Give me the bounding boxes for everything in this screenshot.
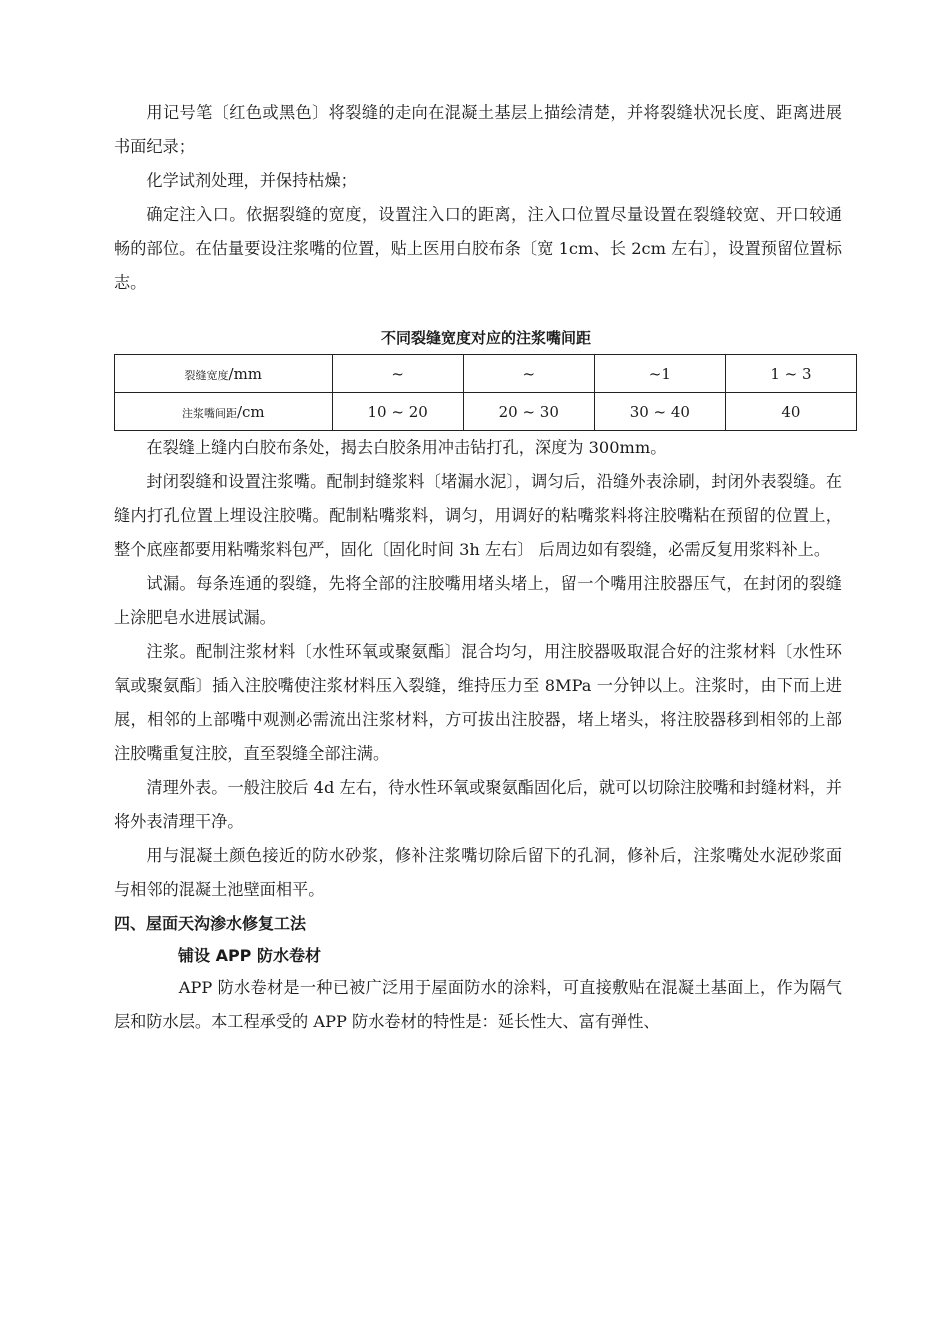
table-cell: 10 ~ 20 xyxy=(332,393,463,431)
paragraph-drilling: 在裂缝上缝内白胶布条处，揭去白胶条用冲击钻打孔，深度为 300mm。 xyxy=(146,438,667,457)
intro-section xyxy=(114,96,842,300)
row-header-nozzle-spacing: 注浆嘴间距/cm xyxy=(115,393,333,431)
section-heading: 四、屋面天沟渗水修复工法 xyxy=(114,914,307,933)
paragraph-leak-test: 试漏。每条连通的裂缝，先将全部的注胶嘴用堵头堵上，留一个嘴用注胶器压气，在封闭的裂缝上涂肥皂水进展试漏。 xyxy=(114,574,842,627)
paragraph-app-membrane: APP 防水卷材是一种已被广泛用于屋面防水的涂料，可直接敷贴在混凝土基面上，作为隔气层和防水层。本工程承受的 APP 防水卷材的特性是：延长性大、富有弹性、 xyxy=(114,978,842,1031)
table-row xyxy=(115,355,857,393)
table-cell: 40 xyxy=(725,393,856,431)
paragraph-chemical-treatment: 化学试剂处理，并保持枯燥； xyxy=(146,171,357,190)
document-page xyxy=(114,96,842,1039)
sub-heading: 铺设 APP 防水卷材 xyxy=(178,946,321,965)
table-cell: ~ xyxy=(463,355,594,393)
table-cell: 1 ~ 3 xyxy=(725,355,856,393)
table-title: 不同裂缝宽度对应的注浆嘴间距 xyxy=(380,329,591,347)
table-cell: ~1 xyxy=(594,355,725,393)
table-row xyxy=(115,393,857,431)
paragraph-mark-cracks: 用记号笔〔红色或黑色〕将裂缝的走向在混凝土基层上描绘清楚，并将裂缝状况长度、距离进展书面纪录； xyxy=(114,103,842,156)
table-cell: 20 ~ 30 xyxy=(463,393,594,431)
paragraph-injection-ports: 确定注入口。依据裂缝的宽度，设置注入口的距离，注入口位置尽量设置在裂缝较宽、开口较通畅的部位。在估量要设注浆嘴的位置，贴上医用白胶布条〔宽 1cm、长 2cm 左右〕，设置预留位置标志。 xyxy=(114,205,842,292)
table-cell: ~ xyxy=(332,355,463,393)
table-cell: 30 ~ 40 xyxy=(594,393,725,431)
paragraph-cleanup: 清理外表。一般注胶后 4d 左右，待水性环氧或聚氨酯固化后，就可以切除注胶嘴和封缝材料，并将外表清理干净。 xyxy=(114,778,842,831)
paragraph-grouting: 注浆。配制注浆材料〔水性环氧或聚氨酯〕混合均匀，用注胶器吸取混合好的注浆材料〔水性环氧或聚氨酯〕插入注胶嘴使注浆材料压入裂缝，维持压力至 8MPa 一分钟以上。注浆时，由下而上进展，相邻的上部嘴中观测必需流出注浆材料，方可拔出注胶器，堵上堵头，将注胶器移到相邻的上部注胶嘴重复注胶，直至裂缝全部注满。 xyxy=(114,642,842,763)
paragraph-repair-holes: 用与混凝土颜色接近的防水砂浆，修补注浆嘴切除后留下的孔洞，修补后，注浆嘴处水泥砂浆面与相邻的混凝土池壁面相平。 xyxy=(114,846,842,899)
spacing-table xyxy=(114,354,857,431)
row-header-crack-width: 裂缝宽度/mm xyxy=(115,355,333,393)
paragraph-seal-and-nozzles: 封闭裂缝和设置注浆嘴。配制封缝浆料〔堵漏水泥〕，调匀后，沿缝外表涂刷，封闭外表裂缝。在缝内打孔位置上埋设注胶嘴。配制粘嘴浆料，调匀，用调好的粘嘴浆料将注胶嘴粘在预留的位置上，整个底座都要用粘嘴浆料包严，固化〔固化时间 3h 左右〕 后周边如有裂缝，必需反复用浆料补上。 xyxy=(114,472,842,559)
procedure-section xyxy=(114,431,842,907)
